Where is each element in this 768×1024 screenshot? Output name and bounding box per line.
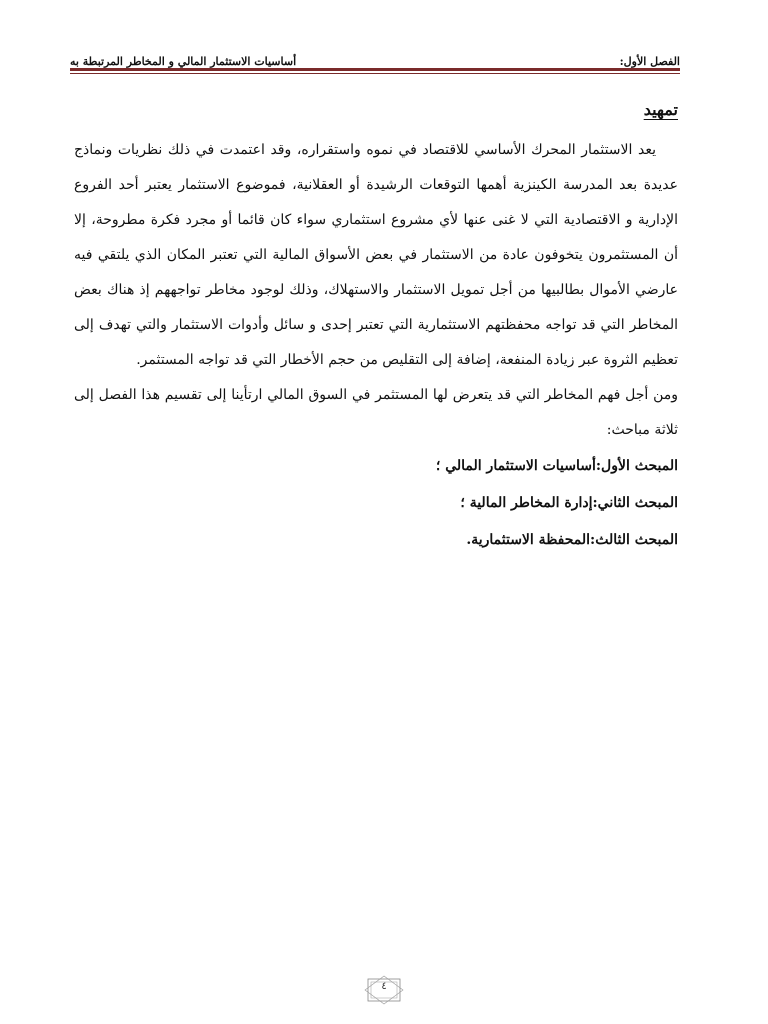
page-footer [0,975,768,1005]
header-rule-thick [70,68,680,71]
division-paragraph: ومن أجل فهم المخاطر التي قد يتعرض لها المستثمر في السوق المالي ارتأينا إلى تقسيم هذا الفصل إلى ثلاثة مباحث: [74,387,678,438]
running-header [70,42,680,68]
header-rule-thin [70,73,680,74]
section-item-3: المبحث الثالث:المحفظة الاستثمارية. [466,532,678,548]
page-content [74,92,678,559]
section-item-2: المبحث الثاني:إدارة المخاطر المالية ؛ [460,495,678,511]
header-chapter: الفصل الأول: [619,55,680,68]
page-number-ornament [364,975,404,1005]
header-title: أساسيات الاستثمار المالي و المخاطر المرتبطة به [70,55,297,68]
section-item-1: المبحث الأول:أساسيات الاستثمار المالي ؛ [435,458,678,474]
intro-paragraph: يعد الاستثمار المحرك الأساسي للاقتصاد في نموه واستقراره، وقد اعتمدت في ذلك نظريات ونماذج عديدة بعد المدرسة الكينزية أهمها التوقعات الرشيدة أو العقلانية، فموضوع الاستثمار يعتبر أحد الفروع الإدارية و الاقتصادية التي لا غنى عنها لأي مشروع استثماري سواء كان قائما أو مجرد فكرة مطروحة، إلا أن المستثمرون يتخوفون عادة من الاستثمار في بعض الأسواق المالية التي تعتبر المكان الذي يلتقي فيه عارضي الأموال بطالبيها من أجل تمويل الاستثمار والاستهلاك، وذلك لوجود مخاطر تواجههم إذ هناك بعض المخاطر التي قد تواجه محفظتهم الاستثمارية التي تعتبر إحدى و سائل وأدوات الاستثمار والتي تهدف إلى تعظيم الثروة عبر زيادة المنفعة، إضافة إلى التقليص من حجم الأخطار التي قد تواجه المستثمر. [74,142,678,368]
section-heading: تمهيد [643,100,678,119]
page-number: ٤ [381,981,387,992]
